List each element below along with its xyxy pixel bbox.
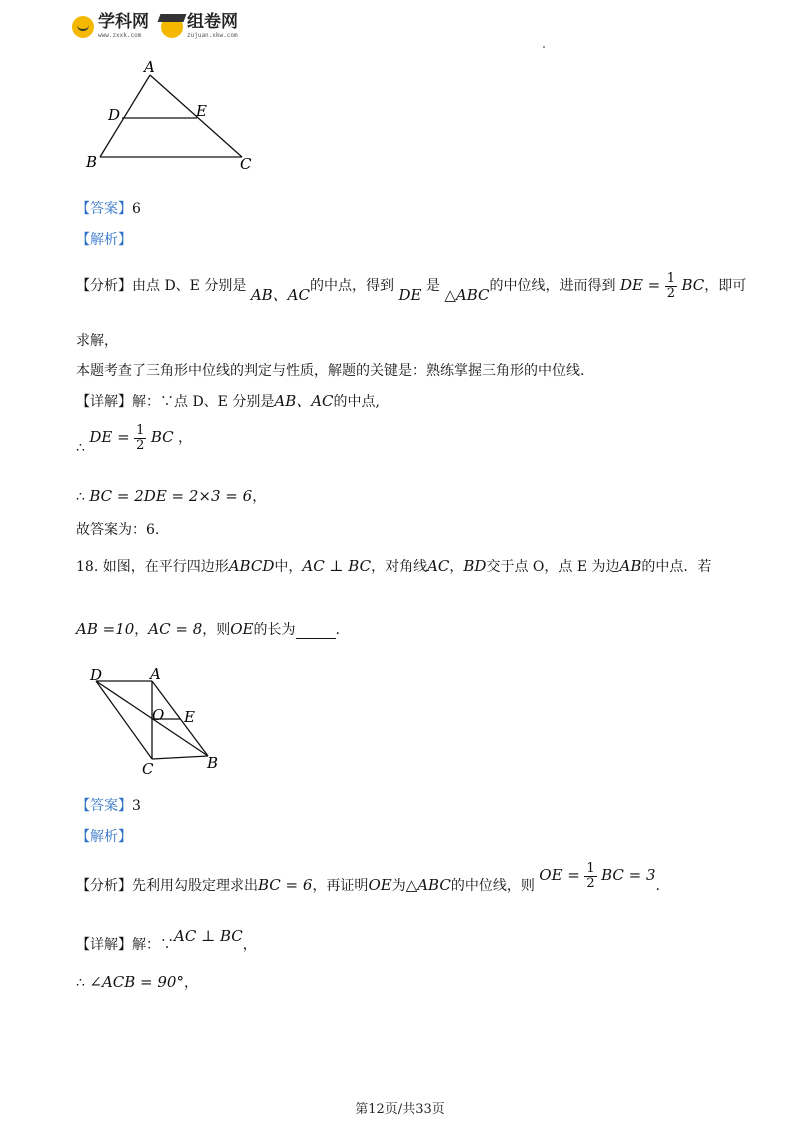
q17-step2-therefore: ∴ [76,489,85,505]
q17-fenxi-ab-ac: AB、AC [250,286,310,305]
q17-fenxi-de-eq: DE = [619,276,661,295]
q18-stem-text-1: 如图，在平行四边形 [102,559,229,575]
q18-stem-perp: AC ⊥ BC [302,557,372,575]
fraction-denominator: 2 [666,285,675,301]
q17-fenxi-text-4: 的中位线，进而得到 [489,278,616,295]
logo-zujuan-url: zujuan.xkw.com [187,32,238,39]
q17-step1-lhs: DE = [89,428,130,447]
q18-stem-line1 [76,556,711,576]
q17-step1-tail: ， [178,430,193,447]
q17-fenxi-triangle: △ABC [444,286,490,305]
q18-detail-tag: 【详解】 [76,937,132,953]
fraction-denominator: 2 [136,437,145,453]
fig1-label-a: A [144,60,155,76]
q18-fenxi-oe: OE [368,876,392,895]
q17-detail-text-1: 解：∵点 D、E 分别是 [132,394,275,410]
q18-answer [76,795,141,815]
q17-step1-therefore: ∴ [76,440,85,457]
q17-fenxi-text-6: 求解， [76,333,118,349]
q18-step1-angle: ∠ACB = 90° [89,973,184,991]
q18-stem-text-10: . [335,622,340,638]
q18-fenxi-text-5: . [655,878,660,895]
page-number: 第12页/共33页 [355,1102,445,1117]
logo-zujuan-name: 组卷网 [187,12,238,32]
logo-zxxk [72,14,149,39]
q17-fenxi-line [76,271,747,305]
fig2-label-e: E [184,708,195,726]
logo-zxxk-name: 学科网 [98,12,149,32]
q17-step1-rhs: BC [150,428,174,447]
fig2-label-b: B [207,754,219,772]
fig1-label-e: E [196,102,207,120]
q18-stem-text-5: 交于点 O，点 E 为边 [486,559,620,575]
q17-fenxi-tag: 【分析】 [76,278,132,295]
q18-detail-text-1: 解：∵ [132,937,174,953]
figure-triangle-abc [80,60,270,175]
q17-step2-eq: BC = 2DE = 2×3 = 6 [89,487,253,505]
q18-stem-text-6: 的中点．若 [641,559,712,575]
fig2-label-d: D [90,666,103,684]
q18-analysis-tag: 【解析】 [76,829,132,845]
q18-number: 18. [76,559,99,575]
q17-fenxi-text-3: 是 [425,278,440,295]
q17-final: 故答案为：6. [76,522,160,538]
q17-answer-tag: 【答案】 [76,201,132,217]
q18-step1-therefore: ∴ [76,975,85,991]
fig1-label-d: D [108,106,121,124]
fig1-label-c: C [240,155,252,173]
edge-bc [152,756,208,759]
logo-zujuan [161,14,238,39]
q17-detail-line [76,390,380,411]
q17-fenxi-text-2: 的中点，得到 [309,278,394,295]
q18-fenxi-oe-eq: OE = [539,866,580,885]
q18-stem-text-2: 中， [274,559,303,575]
logo-zxxk-url: www.zxxk.com [98,32,142,39]
fig2-label-a: A [150,665,161,683]
q17-step2-tail: ， [252,489,267,505]
q17-analysis-tag: 【解析】 [76,232,132,248]
q18-fenxi-text-2: ，再证明 [312,878,369,895]
q17-detail-text-2: 的中点, [333,394,380,410]
q18-stem-ab: AB [619,557,642,575]
q18-stem-ac: AC [427,557,450,575]
q18-fenxi-text-4: 的中位线，则 [450,878,535,895]
fig1-label-b: B [86,153,98,171]
q18-answer-value: 3 [132,798,141,814]
q18-fenxi-text-1: 先利用勾股定理求出 [132,878,258,895]
q18-stem-line2 [76,619,340,639]
q18-fenxi-triangle: △ABC [405,876,451,895]
zxxk-mascot-icon [72,16,94,38]
q17-fenxi-bc: BC [681,276,705,295]
fraction-numerator: 1 [586,861,595,876]
q18-step1 [76,972,198,992]
q17-fenxi-de: DE [398,286,422,305]
q17-answer-value: 6 [132,201,141,217]
q17-answer [76,198,141,218]
q18-answer-blank [296,624,336,639]
fig2-label-c: C [142,760,154,778]
q18-detail-line [76,926,257,953]
q17-detail-ab-ac: AB、AC [274,392,334,410]
q18-stem-bd: BD [463,557,487,575]
q18-detail-perp: AC ⊥ BC [174,927,243,945]
q18-fenxi-text-3: 为 [391,878,406,895]
q18-detail-text-2: ， [242,937,257,953]
q17-step1 [76,423,193,457]
q18-stem-text-7: ， [134,622,149,638]
q18-fenxi-tag: 【分析】 [76,878,132,895]
fraction-denominator: 2 [586,875,595,891]
q17-summary: 本题考查了三角形中位线的判定与性质，解题的关键是：熟练掌握三角形的中位线. [76,363,585,379]
q18-fenxi-bc6: BC = 6 [258,876,313,895]
q17-step1-fraction [134,424,146,452]
stray-dot [543,46,545,48]
fraction-numerator: 1 [666,271,675,286]
q17-detail-tag: 【详解】 [76,394,132,410]
header-logos [72,14,238,39]
q18-stem-text-8: ，则 [202,622,231,638]
q17-fenxi-text-5: ，即可 [704,278,747,295]
q18-stem-abcd: ABCD [228,557,275,575]
fraction-numerator: 1 [136,423,145,438]
q18-stem-text-3: ，对角线 [371,559,428,575]
q17-fenxi-text-1: 由点 D、E 分别是 [132,278,247,295]
edge-cd [96,681,152,759]
q18-fenxi-bc3: BC = 3 [601,866,656,885]
q18-stem-oe: OE [230,620,254,638]
q18-fenxi-line [76,861,660,895]
q18-stem-ac8: AC = 8 [148,620,203,638]
q18-step1-tail: ， [183,975,198,991]
q18-answer-tag: 【答案】 [76,798,132,814]
zujuan-mascot-icon [161,16,183,38]
q18-stem-ab10: AB =10 [76,620,135,638]
q18-stem-text-4: ， [449,559,464,575]
fig2-label-o: O [152,706,165,724]
q17-step2 [76,486,266,506]
figure-parallelogram-abcd [80,660,230,780]
q18-fenxi-fraction [584,862,596,890]
q17-fenxi-fraction [665,272,677,300]
q18-stem-text-9: 的长为 [253,622,296,638]
